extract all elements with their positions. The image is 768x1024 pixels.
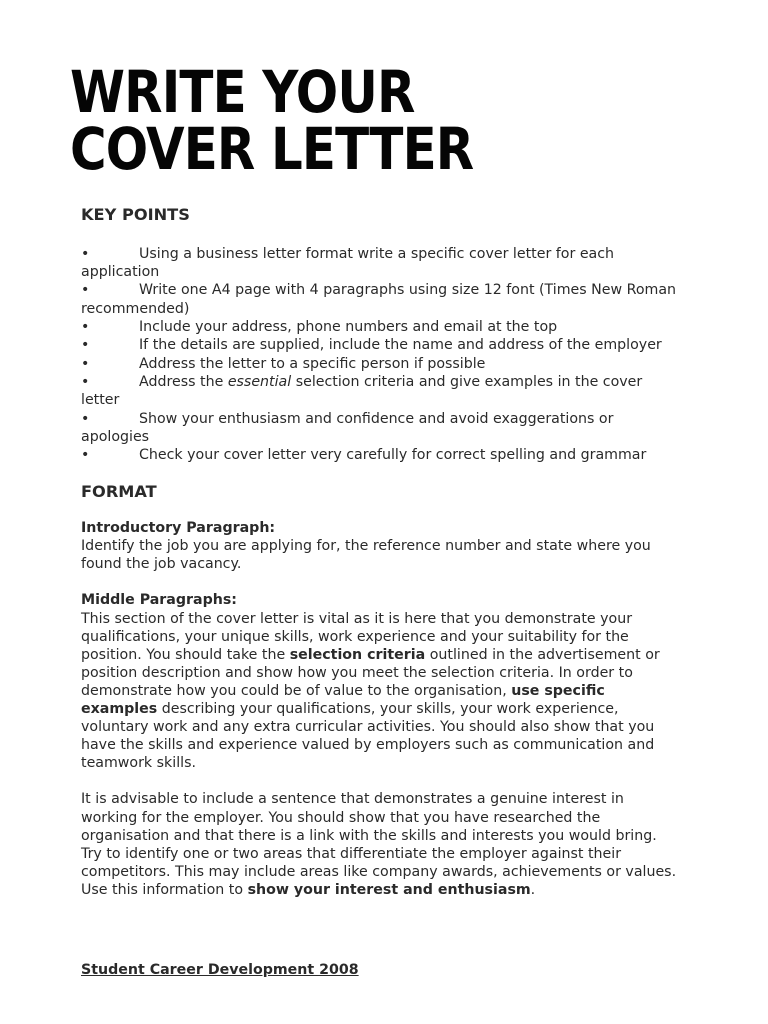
emphasis-text: essential — [227, 374, 292, 391]
list-item — [81, 355, 681, 373]
bullet-text-after: selection criteria and give examples in the cover letter — [81, 374, 643, 409]
text-run: outlined in the advertisement or position description and show how you meet the selection criteria. In order to demonstrate how you could be of value to the organisation, — [81, 646, 660, 699]
title-line-2: COVER LETTER — [70, 115, 474, 183]
bullet-text: Show your enthusiasm and confidence and avoid exaggerations or apologies — [81, 410, 614, 445]
bullet-icon: • — [81, 410, 90, 427]
list-item — [81, 245, 681, 281]
middle-paragraph-1 — [81, 610, 681, 773]
bullet-text: Check your cover letter very carefully for correct spelling and grammar — [139, 447, 647, 464]
key-points-heading: KEY POINTS — [81, 205, 190, 224]
middle-subheading: Middle Paragraphs: — [81, 592, 237, 609]
footer-credit: Student Career Development 2008 — [81, 961, 359, 978]
middle-paragraph-2 — [81, 790, 681, 899]
list-item — [81, 446, 681, 464]
format-heading: FORMAT — [81, 482, 157, 502]
bold-text: use specific examples — [81, 682, 605, 718]
intro-subheading: Introductory Paragraph: — [81, 520, 276, 537]
bullet-text-before: Address the — [139, 374, 228, 391]
bullet-icon: • — [81, 246, 90, 262]
bullet-icon: • — [81, 355, 90, 372]
bullet-icon: • — [81, 337, 90, 354]
list-item — [81, 410, 681, 446]
list-item — [81, 318, 681, 336]
text-run: . — [530, 881, 536, 898]
middle-section — [81, 591, 681, 899]
bullet-icon: • — [81, 447, 90, 464]
bullet-text: Include your address, phone numbers and email at the top — [139, 318, 558, 335]
text-run: This section of the cover letter is vital as it is here that you demonstrate your qualifications, your unique skills, work experience and your suitability for the position. You should take the — [81, 610, 633, 663]
bullet-icon: • — [81, 282, 90, 299]
intro-text: Identify the job you are applying for, the reference number and state where you found the job vacancy. — [81, 538, 651, 573]
list-item — [81, 373, 681, 409]
key-points-list — [81, 245, 681, 464]
bold-text: show your interest and enthusiasm — [247, 881, 531, 898]
bullet-text: If the details are supplied, include the name and address of the employer — [139, 337, 662, 354]
intro-section — [81, 519, 681, 573]
bullet-text: Write one A4 page with 4 paragraphs using size 12 font (Times New Roman recommended) — [81, 282, 677, 317]
bullet-icon: • — [81, 374, 90, 391]
bullet-text: Address the letter to a specific person if possible — [139, 355, 486, 372]
title-line-1: WRITE YOUR — [70, 58, 415, 126]
bold-text: selection criteria — [289, 646, 426, 663]
text-run: describing your qualifications, your skills, your work experience, voluntary work and any extra curricular activities. You should also show that you have the skills and experience valued by employers such as communication and teamwork skills. — [81, 701, 655, 772]
document-title — [70, 58, 474, 183]
bullet-text: Using a business letter format write a specific cover letter for each application — [81, 246, 615, 281]
text-run: It is advisable to include a sentence that demonstrates a genuine interest in working for the employer. You should show that you have researched the organisation and that there is a link with the skills and interests you would bring. Try to identify one or two areas that differentiate the employer against their competitors. This may include areas like company awards, achievements or values. Use this information to — [81, 791, 677, 898]
document-body — [81, 204, 681, 979]
list-item — [81, 281, 681, 317]
bullet-icon: • — [81, 318, 90, 335]
list-item — [81, 336, 681, 354]
